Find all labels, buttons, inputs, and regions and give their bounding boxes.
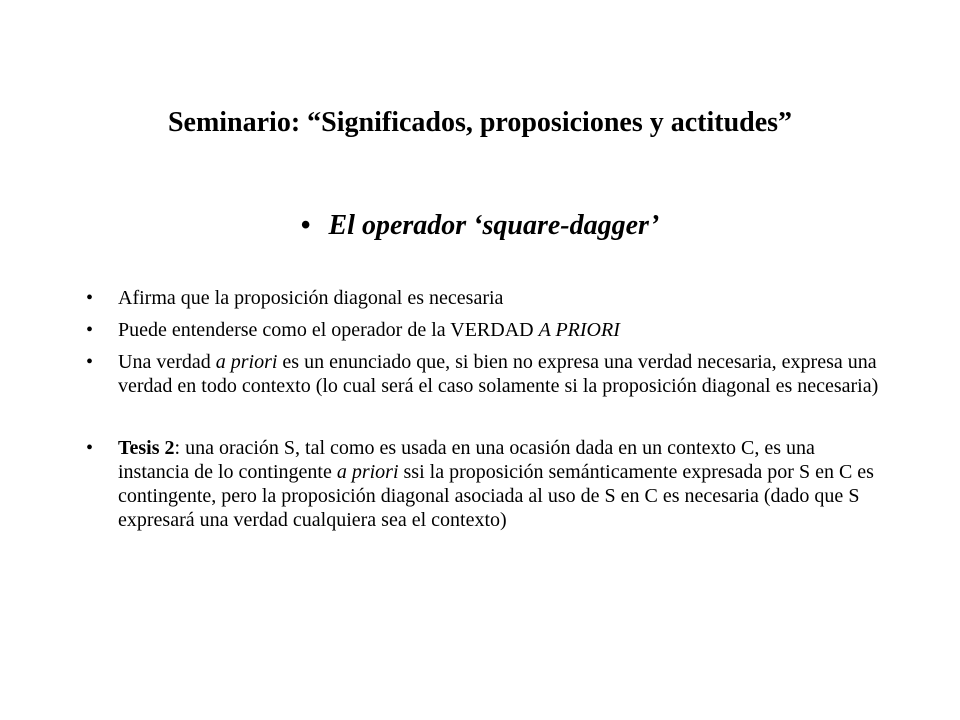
bullet-item-4-text-start: : una oración S, tal como es usada en una ocasión dada en un contexto C, es una instancia de lo contingente: [118, 437, 815, 483]
slide-title: Seminario: “Significados, proposiciones y actitudes”: [167, 107, 793, 138]
bullet-item-4-emphasis: a priori: [336, 461, 399, 483]
bullet-dot: •: [86, 351, 94, 373]
bullet-dot: •: [86, 437, 94, 459]
bullet-item-2-text: Puede entenderse como el operador de la VERDAD: [118, 319, 539, 341]
bullet-item-3-text-end: es un enunciado que, si bien no expresa una verdad necesaria, expresa una verdad en todo contexto (lo cual será el caso solamente si la proposición diagonal es necesaria): [118, 351, 879, 397]
slide-subtitle: [0, 206, 960, 246]
bullet-item-3-emphasis: a priori: [215, 351, 278, 373]
bullet-item-3-text-start: Una verdad: [118, 351, 216, 373]
subtitle-bullet: •: [300, 210, 311, 241]
subtitle-text: El operador ‘square-dagger’: [328, 210, 660, 241]
bullet-item-4: [84, 436, 884, 532]
bullet-item-2-emphasis: A PRIORI: [538, 319, 620, 341]
bullet-item-4-label: Tesis 2: [118, 437, 175, 459]
bullet-item-2: [84, 318, 884, 342]
bullet-item-1-text: Afirma que la proposición diagonal es necesaria: [118, 287, 504, 309]
bullet-list: [84, 286, 884, 540]
bullet-item-1: [84, 286, 884, 310]
bullet-dot: •: [86, 319, 94, 341]
bullet-item-3: [84, 350, 884, 398]
bullet-item-4-text-end: ssi la proposición semánticamente expresada por S en C es contingente, pero la proposición diagonal asociada al uso de S en C es necesaria (dado que S expresará una verdad cualquiera sea el contexto): [118, 461, 874, 531]
bullet-dot: •: [86, 287, 94, 309]
